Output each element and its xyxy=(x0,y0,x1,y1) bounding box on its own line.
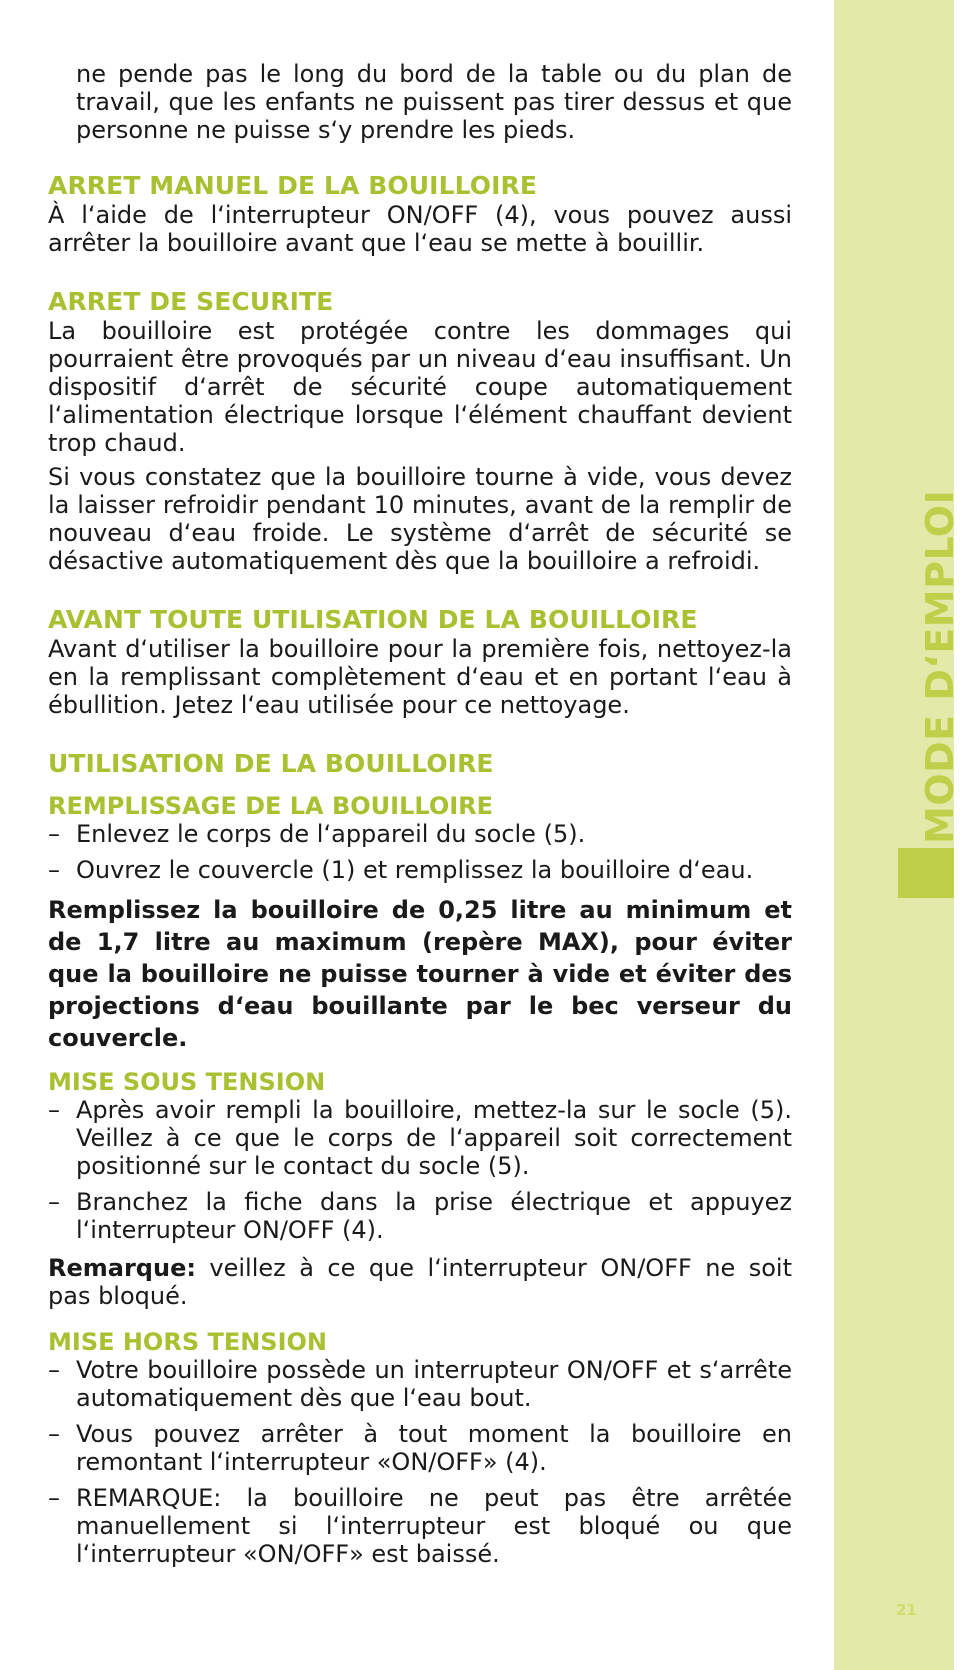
before-use-paragraph: Avant d‘utiliser la bouilloire pour la première fois, nettoyez-la en la remplissant complètement d‘eau et en portant l‘eau à ébullition. Jetez l‘eau utilisée pour ce nettoyage. xyxy=(48,635,792,719)
intro-paragraph: ne pende pas le long du bord de la table ou du plan de travail, que les enfants ne puissent pas tirer dessus et que personne ne puisse s‘y prendre les pieds. xyxy=(76,60,792,144)
note-label: Remarque: xyxy=(48,1254,196,1282)
manual-stop-paragraph: À l‘aide de l‘interrupteur ON/OFF (4), vous pouvez aussi arrêter la bouilloire avant que l‘eau se mette à bouillir. xyxy=(48,201,792,257)
list-item: – Branchez la fiche dans la prise électrique et appuyez l‘interrupteur ON/OFF (4). xyxy=(48,1188,792,1244)
subheading-filling: REMPLISSAGE DE LA BOUILLOIRE xyxy=(48,792,494,820)
list-item: – Vous pouvez arrêter à tout moment la bouilloire en remontant l‘interrupteur «ON/OFF» (4). xyxy=(48,1420,792,1476)
list-item: – REMARQUE: la bouilloire ne peut pas être arrêtée manuellement si l‘interrupteur est bloqué ou que l‘interrupteur «ON/OFF» est baissé. xyxy=(48,1484,792,1568)
heading-manual-stop: ARRET MANUEL DE LA BOUILLOIRE xyxy=(48,171,538,200)
power-on-list xyxy=(48,1096,792,1244)
list-item: – Enlevez le corps de l‘appareil du socle (5). xyxy=(48,820,792,848)
heading-before-use: AVANT TOUTE UTILISATION DE LA BOUILLOIRE xyxy=(48,605,698,634)
list-item: – Ouvrez le couvercle (1) et remplissez la bouilloire d‘eau. xyxy=(48,856,792,884)
document-body xyxy=(48,60,792,1568)
section-tab xyxy=(898,848,954,898)
page-number: 21 xyxy=(896,1601,917,1619)
safety-stop-paragraph-1: La bouilloire est protégée contre les dommages qui pourraient être provoqués par un niveau d‘eau insuffisant. Un dispositif d‘arrêt de sécurité coupe automatiquement l‘alimentation électrique lorsque l‘élément chauffant devient trop chaud. xyxy=(48,317,792,457)
subheading-power-on: MISE SOUS TENSION xyxy=(48,1068,326,1096)
heading-usage: UTILISATION DE LA BOUILLOIRE xyxy=(48,749,494,778)
power-on-note xyxy=(48,1254,792,1310)
section-title-vertical: MODE D‘EMPLOI xyxy=(918,489,962,844)
list-item: – Votre bouilloire possède un interrupteur ON/OFF et s‘arrête automatiquement dès que l‘eau bout. xyxy=(48,1356,792,1412)
filling-list xyxy=(48,820,792,884)
heading-safety-stop: ARRET DE SECURITE xyxy=(48,287,334,316)
subheading-power-off: MISE HORS TENSION xyxy=(48,1328,328,1356)
power-off-list xyxy=(48,1356,792,1568)
note-text: veillez à ce que l‘interrupteur ON/OFF ne soit pas bloqué. xyxy=(48,1254,792,1310)
safety-stop-paragraph-2: Si vous constatez que la bouilloire tourne à vide, vous devez la laisser refroidir pendant 10 minutes, avant de la remplir de nouveau d‘eau froide. Le système d‘arrêt de sécurité se désactive automatiquement dès que la bouilloire a refroidi. xyxy=(48,463,792,575)
filling-warning: Remplissez la bouilloire de 0,25 litre au minimum et de 1,7 litre au maximum (repère MAX), pour éviter que la bouilloire ne puisse tourner à vide et éviter des projections d‘eau bouillante par le bec verseur du couvercle. xyxy=(48,896,792,1052)
list-item: – Après avoir rempli la bouilloire, mettez-la sur le socle (5). Veillez à ce que le corps de l‘appareil soit correctement positionné sur le contact du socle (5). xyxy=(48,1096,792,1180)
